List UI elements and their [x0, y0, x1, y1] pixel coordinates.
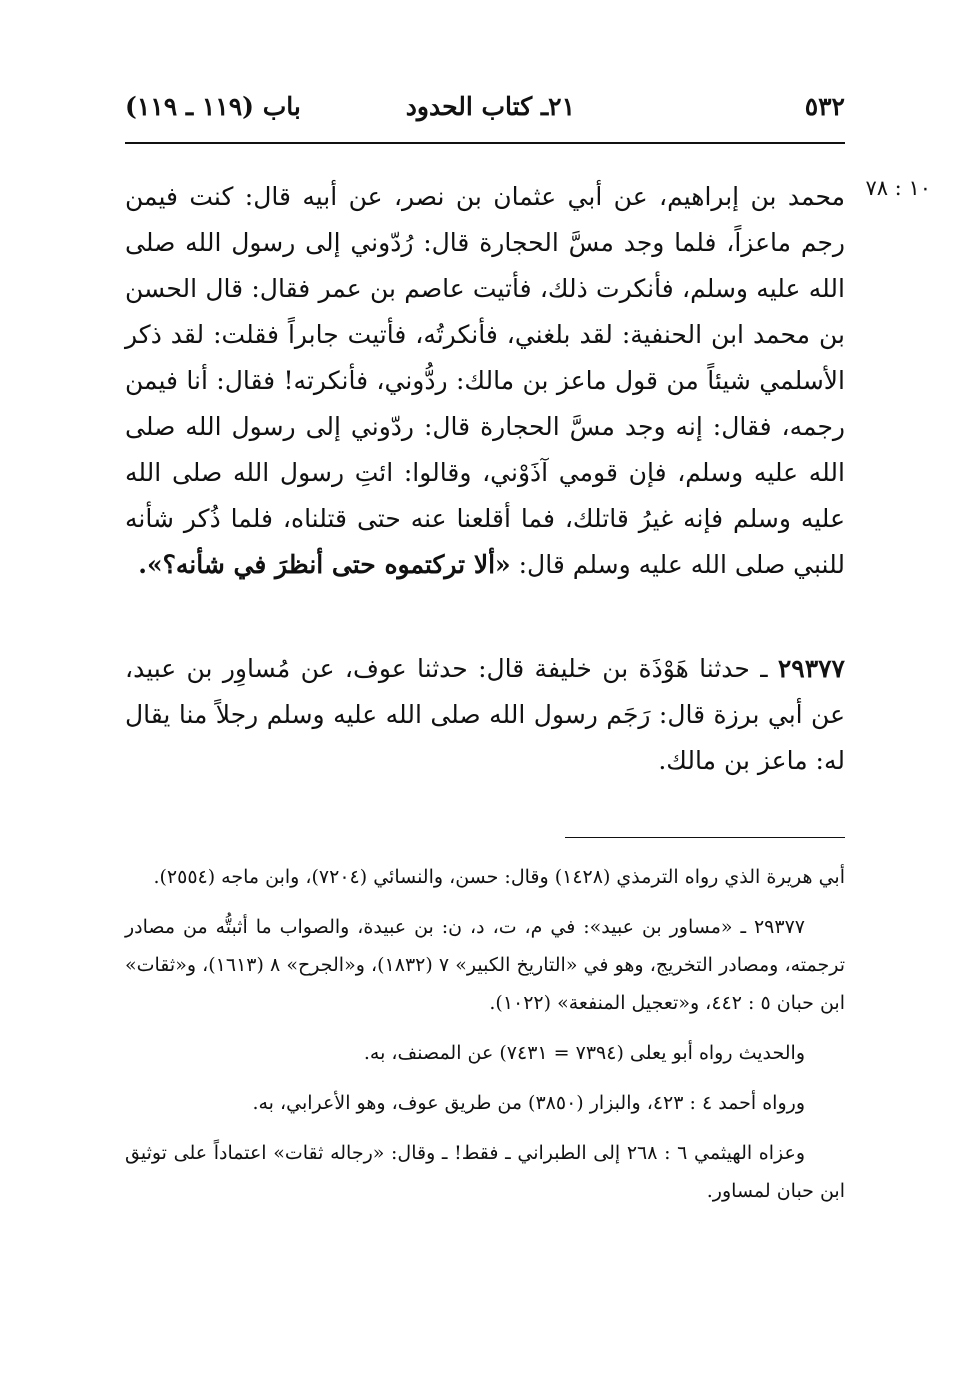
footnotes [125, 858, 845, 1222]
margin-reference: ١٠ : ٧٨ [865, 176, 931, 200]
main-text [125, 174, 845, 588]
footnote: وعزاه الهيثمي ٦ : ٢٦٨ إلى الطبراني ـ فقط! ـ وقال: «رجاله ثقات» اعتماداً على توثيق ابن حبان لمساور. [125, 1142, 845, 1202]
hadith-text: ـ حدثنا هَوْذَة بن خليفة قال: حدثنا عوف، عن مُساوِر بن عبيد، عن أبي برزة قال: رَجَم رسول الله صلى الله عليه وسلم رجلاً منا يقال له: ماعز بن مالك. [125, 654, 845, 775]
footnote: والحديث رواه أبو يعلى (٧٣٩٤ = ٧٤٣١) عن المصنف، به. [363, 1042, 805, 1064]
footnote: أبي هريرة الذي رواه الترمذي (١٤٢٨) وقال: حسن، والنسائي (٧٢٠٤)، وابن ماجه (٢٥٥٤). [153, 866, 845, 888]
book-title: ٢١ـ كتاب الحدود [405, 92, 575, 121]
footnote-separator [565, 837, 845, 838]
hadith-entry [125, 646, 845, 784]
hadith-number: ٢٩٣٧٧ [777, 654, 845, 683]
footnote: ورواه أحمد ٤ : ٤٢٣، والبزار (٣٨٥٠) من طريق عوف، وهو الأعرابي، به. [252, 1092, 805, 1114]
header-rule [125, 142, 845, 144]
chapter-reference: باب (١١٩ ـ ١١٩) [125, 92, 301, 121]
prophet-quote: «ألا تركتموه حتى أنظرَ في شأنه؟». [138, 550, 511, 579]
paragraph-text: محمد بن إبراهيم، عن أبي عثمان بن نصر، عن أبيه قال: كنت فيمن رجم ماعزاً، فلما وجد مسَّ الحجارة قال: رُدّوني إلى رسول الله صلى الله عليه وسلم، فأنكرت ذلك، فأتيت عاصم بن عمر فقال: قال الحسن بن محمد ابن الحنفية: لقد بلغني، فأنكرتُه، فأتيت جابراً فقلت: لقد ذكر الأسلمي شيئاً من قول ماعز بن مالك: ردُّوني، فأنكرته! فقال: أنا فيمن رجمه، فقال: إنه وجد مسَّ الحجارة قال: ردّوني إلى رسول الله صلى الله عليه وسلم، فإن قومي آذَوْني، وقالوا: ائتِ رسول الله صلى الله عليه وسلم فإنه غيرُ قاتلك، فما أقلعنا عنه حتى قتلناه، فلما ذُكر شأنه للنبي صلى الله عليه وسلم قال: [125, 182, 845, 579]
page-number: ٥٣٢ [804, 92, 845, 121]
continued-paragraph [125, 174, 845, 588]
running-header [125, 92, 845, 132]
footnote: ٢٩٣٧٧ ـ «مساور بن عبيد»: في م، ت، د، ن: بن عبيدة، والصواب ما أثبتُّه من مصادر ترجمته، ومصادر التخريج، وهو في «التاريخ الكبير» ٧ (١٨٣٢)، و«الجرح» ٨ (١٦١٣)، و«ثقات» ابن حبان ٥ : ٤٤٢، و«تعجيل المنفعة» (١٠٢٢). [125, 916, 845, 1014]
